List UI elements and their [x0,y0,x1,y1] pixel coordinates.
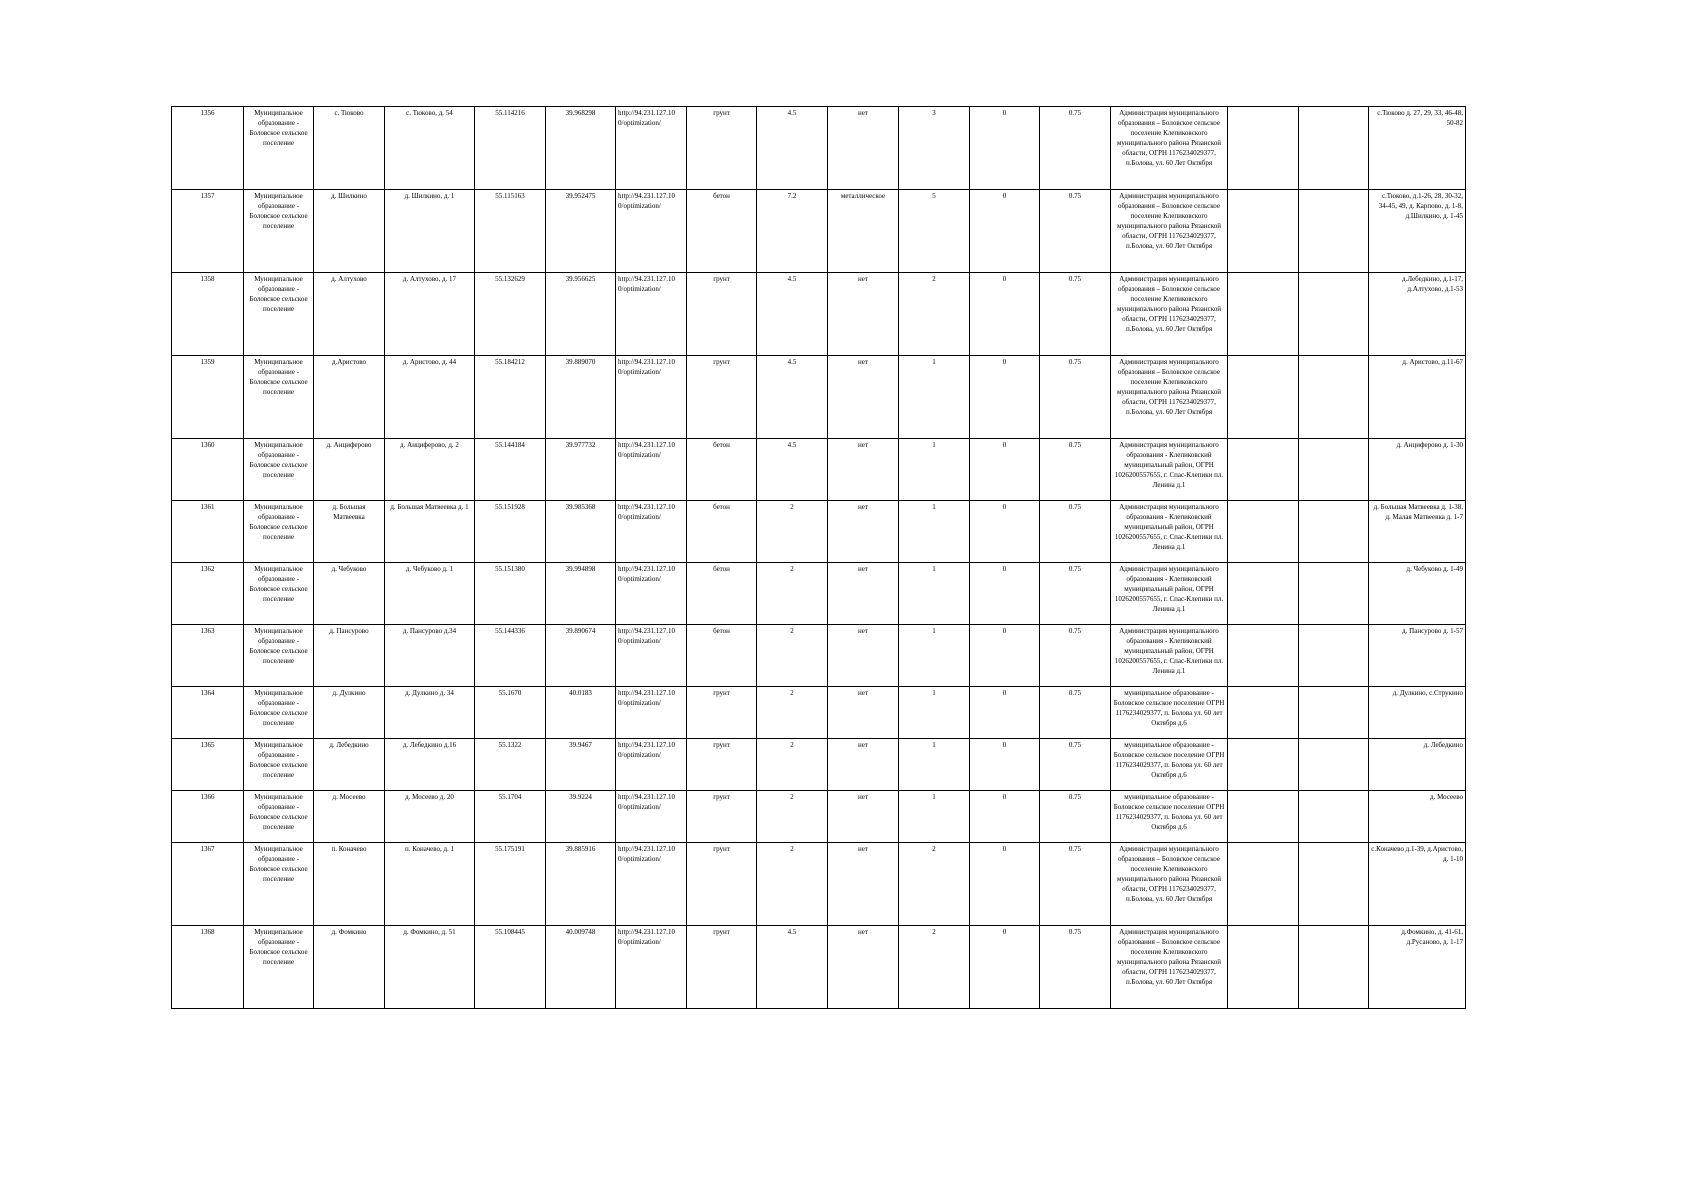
cell-map-link: http://94.231.127.10 0/optimization/ [616,791,687,843]
cell-waste-sources: д. Мосеево [1369,791,1466,843]
cell-latitude: 55.151380 [475,563,546,625]
cell-area: 4.5 [757,439,828,501]
cell-map-link: http://94.231.127.10 0/optimization/ [616,273,687,356]
cell-waste-sources: д. Аристово, д.11-67 [1369,356,1466,439]
cell-settlement: д. Дулкино [314,687,385,739]
cell-address: д. Мосеево д. 20 [385,791,475,843]
cell-record-number: 1356 [172,107,244,190]
cell-latitude: 55.1322 [475,739,546,791]
cell-municipality: Муниципальное образование - Боловское сельское поселение [244,356,314,439]
cell-empty-column-16 [1299,439,1369,501]
cell-owner: муниципальное образование - Боловское сельское поселение ОГРН 1176234029377, п. Болова ул. 60 лет Октября д.6 [1111,687,1228,739]
cell-container-count: 2 [899,926,970,1009]
cell-latitude: 55.144336 [475,625,546,687]
cell-empty-column-15 [1228,190,1299,273]
cell-latitude: 55.151928 [475,501,546,563]
cell-area: 2 [757,563,828,625]
cell-latitude: 55.184212 [475,356,546,439]
cell-longitude: 39.885916 [546,843,616,926]
cell-settlement: д. Фомкино [314,926,385,1009]
cell-latitude: 55.115163 [475,190,546,273]
cell-owner: Администрация муниципального образования – Боловское сельское поселение Клепиковского муниципального района Рязанской области, ОГРН 1176234029377, п.Болова, ул. 60 Лет Октября [1111,356,1228,439]
cell-latitude: 55.1670 [475,687,546,739]
cell-large-container-count: 0 [970,625,1040,687]
cell-container-volume: 0.75 [1040,791,1111,843]
cell-owner: Администрация муниципального образования - Клепиковский муниципальный район, ОГРН 1026200557655, г. Спас-Клепики пл. Ленина д.1 [1111,563,1228,625]
cell-empty-column-16 [1299,687,1369,739]
cell-municipality: Муниципальное образование - Боловское сельское поселение [244,439,314,501]
cell-longitude: 40.009748 [546,926,616,1009]
cell-container-volume: 0.75 [1040,107,1111,190]
cell-record-number: 1362 [172,563,244,625]
cell-large-container-count: 0 [970,563,1040,625]
table-row [172,107,1466,190]
cell-surface-type: грунт [687,356,757,439]
table-row [172,687,1466,739]
cell-area: 2 [757,687,828,739]
cell-container-count: 1 [899,739,970,791]
cell-longitude: 39.994898 [546,563,616,625]
cell-fence: нет [828,739,899,791]
table-row [172,273,1466,356]
cell-municipality: Муниципальное образование - Боловское сельское поселение [244,190,314,273]
cell-settlement: д. Пансурово [314,625,385,687]
cell-record-number: 1365 [172,739,244,791]
table-row [172,356,1466,439]
cell-large-container-count: 0 [970,439,1040,501]
cell-waste-sources: с.Тюково д. 27, 29, 33, 46-48, 50-82 [1369,107,1466,190]
cell-longitude: 39.985368 [546,501,616,563]
cell-record-number: 1366 [172,791,244,843]
cell-map-link: http://94.231.127.10 0/optimization/ [616,356,687,439]
cell-waste-sources: д.Лебедкино, д.1-17, д.Алтухово, д.1-53 [1369,273,1466,356]
cell-fence: нет [828,273,899,356]
cell-address: д. Лебедкино д.16 [385,739,475,791]
registry-table [171,106,1466,1009]
cell-container-volume: 0.75 [1040,843,1111,926]
cell-latitude: 55.1704 [475,791,546,843]
cell-record-number: 1361 [172,501,244,563]
cell-fence: нет [828,625,899,687]
cell-map-link: http://94.231.127.10 0/optimization/ [616,501,687,563]
cell-surface-type: грунт [687,926,757,1009]
cell-longitude: 39.890674 [546,625,616,687]
cell-owner: Администрация муниципального образования – Боловское сельское поселение Клепиковского муниципального района Рязанской области, ОГРН 1176234029377, п.Болова, ул. 60 Лет Октября [1111,190,1228,273]
cell-municipality: Муниципальное образование - Боловское сельское поселение [244,843,314,926]
cell-empty-column-15 [1228,107,1299,190]
cell-waste-sources: с.Тюково, д.1-26, 28, 30-32, 34-45, 49, д. Карпово, д. 1-8, д.Шилкино, д. 1-45 [1369,190,1466,273]
cell-waste-sources: д.Фомкино, д. 41-61, д.Русаново, д. 1-17 [1369,926,1466,1009]
cell-waste-sources: д. Дулкино, с.Струкино [1369,687,1466,739]
cell-map-link: http://94.231.127.10 0/optimization/ [616,190,687,273]
cell-map-link: http://94.231.127.10 0/optimization/ [616,926,687,1009]
cell-latitude: 55.175191 [475,843,546,926]
cell-address: д. Чебуково д. 1 [385,563,475,625]
cell-empty-column-15 [1228,739,1299,791]
cell-owner: Администрация муниципального образования - Клепиковский муниципальный район, ОГРН 1026200557655, г. Спас-Клепики пл. Ленина д.1 [1111,501,1228,563]
cell-owner: муниципальное образование - Боловское сельское поселение ОГРН 1176234029377, п. Болова ул. 60 лет Октября д.6 [1111,739,1228,791]
cell-container-count: 2 [899,273,970,356]
cell-map-link: http://94.231.127.10 0/optimization/ [616,107,687,190]
cell-container-volume: 0.75 [1040,273,1111,356]
cell-area: 2 [757,791,828,843]
table-row [172,563,1466,625]
cell-settlement: д. Лебедкино [314,739,385,791]
cell-container-volume: 0.75 [1040,739,1111,791]
cell-record-number: 1367 [172,843,244,926]
cell-empty-column-16 [1299,926,1369,1009]
cell-settlement: д. Мосеево [314,791,385,843]
cell-address: д. Алтухово, д. 17 [385,273,475,356]
cell-empty-column-16 [1299,273,1369,356]
cell-fence: нет [828,563,899,625]
cell-container-count: 1 [899,501,970,563]
cell-municipality: Муниципальное образование - Боловское сельское поселение [244,501,314,563]
cell-surface-type: грунт [687,107,757,190]
cell-container-count: 1 [899,625,970,687]
cell-fence: нет [828,687,899,739]
cell-empty-column-15 [1228,843,1299,926]
cell-surface-type: бетон [687,501,757,563]
cell-surface-type: грунт [687,739,757,791]
cell-longitude: 39.977732 [546,439,616,501]
table-row [172,190,1466,273]
cell-longitude: 39.956625 [546,273,616,356]
cell-large-container-count: 0 [970,687,1040,739]
cell-container-volume: 0.75 [1040,563,1111,625]
table-row [172,926,1466,1009]
cell-owner: Администрация муниципального образования – Боловское сельское поселение Клепиковского муниципального района Рязанской области, ОГРН 1176234029377, п.Болова, ул. 60 Лет Октября [1111,843,1228,926]
cell-container-count: 1 [899,439,970,501]
cell-owner: Администрация муниципального образования – Боловское сельское поселение Клепиковского муниципального района Рязанской области, ОГРН 1176234029377, п.Болова, ул. 60 Лет Октября [1111,107,1228,190]
cell-waste-sources: д. Большая Матвеевка д. 1-38, д. Малая Матвеевка д. 1-7 [1369,501,1466,563]
cell-empty-column-16 [1299,791,1369,843]
cell-empty-column-16 [1299,563,1369,625]
cell-surface-type: бетон [687,563,757,625]
cell-latitude: 55.132629 [475,273,546,356]
cell-surface-type: бетон [687,190,757,273]
cell-address: д. Шилкино, д. 1 [385,190,475,273]
cell-empty-column-15 [1228,563,1299,625]
cell-container-count: 2 [899,843,970,926]
cell-empty-column-15 [1228,687,1299,739]
cell-waste-sources: д. Пансурово д. 1-57 [1369,625,1466,687]
cell-map-link: http://94.231.127.10 0/optimization/ [616,439,687,501]
cell-container-volume: 0.75 [1040,926,1111,1009]
cell-waste-sources: д. Анциферово д. 1-30 [1369,439,1466,501]
cell-address: д. Аристово, д. 44 [385,356,475,439]
cell-map-link: http://94.231.127.10 0/optimization/ [616,739,687,791]
cell-longitude: 39.968298 [546,107,616,190]
cell-container-volume: 0.75 [1040,356,1111,439]
cell-record-number: 1358 [172,273,244,356]
cell-record-number: 1363 [172,625,244,687]
cell-address: д. Дулкино д. 34 [385,687,475,739]
cell-empty-column-16 [1299,843,1369,926]
table-row [172,843,1466,926]
cell-record-number: 1368 [172,926,244,1009]
cell-settlement: с. Тюково [314,107,385,190]
cell-waste-sources: с.Коначево д.1-39, д.Аристово, д. 1-10 [1369,843,1466,926]
cell-fence: нет [828,843,899,926]
cell-waste-sources: д. Чебуково д. 1-49 [1369,563,1466,625]
cell-longitude: 39.9224 [546,791,616,843]
cell-large-container-count: 0 [970,843,1040,926]
cell-area: 4.5 [757,356,828,439]
cell-empty-column-16 [1299,739,1369,791]
cell-address: д. Анциферово, д. 2 [385,439,475,501]
cell-container-count: 1 [899,563,970,625]
cell-empty-column-15 [1228,791,1299,843]
cell-latitude: 55.144184 [475,439,546,501]
cell-area: 2 [757,501,828,563]
cell-large-container-count: 0 [970,107,1040,190]
cell-area: 4.5 [757,926,828,1009]
cell-record-number: 1359 [172,356,244,439]
cell-empty-column-16 [1299,107,1369,190]
cell-map-link: http://94.231.127.10 0/optimization/ [616,687,687,739]
cell-container-volume: 0.75 [1040,687,1111,739]
cell-owner: Администрация муниципального образования – Боловское сельское поселение Клепиковского муниципального района Рязанской области, ОГРН 1176234029377, п.Болова, ул. 60 Лет Октября [1111,273,1228,356]
table-row [172,791,1466,843]
cell-owner: муниципальное образование - Боловское сельское поселение ОГРН 1176234029377, п. Болова ул. 60 лет Октября д.6 [1111,791,1228,843]
cell-record-number: 1364 [172,687,244,739]
cell-area: 7.2 [757,190,828,273]
cell-owner: Администрация муниципального образования – Боловское сельское поселение Клепиковского муниципального района Рязанской области, ОГРН 1176234029377, п.Болова, ул. 60 Лет Октября [1111,926,1228,1009]
cell-map-link: http://94.231.127.10 0/optimization/ [616,625,687,687]
cell-owner: Администрация муниципального образования - Клепиковский муниципальный район, ОГРН 1026200557655, г. Спас-Клепики пл. Ленина д.1 [1111,625,1228,687]
cell-empty-column-15 [1228,926,1299,1009]
cell-longitude: 39.952475 [546,190,616,273]
cell-area: 2 [757,843,828,926]
cell-large-container-count: 0 [970,739,1040,791]
cell-area: 2 [757,739,828,791]
table-row [172,739,1466,791]
table-row [172,625,1466,687]
cell-container-count: 1 [899,356,970,439]
cell-surface-type: грунт [687,687,757,739]
cell-fence: металлическое [828,190,899,273]
registry-body [172,107,1466,1009]
cell-empty-column-16 [1299,356,1369,439]
cell-municipality: Муниципальное образование - Боловское сельское поселение [244,791,314,843]
table-row [172,439,1466,501]
cell-container-count: 3 [899,107,970,190]
cell-empty-column-15 [1228,625,1299,687]
cell-container-count: 1 [899,687,970,739]
cell-municipality: Муниципальное образование - Боловское сельское поселение [244,273,314,356]
cell-container-volume: 0.75 [1040,439,1111,501]
cell-settlement: д. Чебуково [314,563,385,625]
cell-large-container-count: 0 [970,791,1040,843]
cell-empty-column-15 [1228,273,1299,356]
cell-area: 4.5 [757,107,828,190]
cell-area: 4.5 [757,273,828,356]
cell-owner: Администрация муниципального образования - Клепиковский муниципальный район, ОГРН 1026200557655, г. Спас-Клепики пл. Ленина д.1 [1111,439,1228,501]
cell-container-volume: 0.75 [1040,501,1111,563]
cell-municipality: Муниципальное образование - Боловское сельское поселение [244,926,314,1009]
cell-fence: нет [828,791,899,843]
cell-large-container-count: 0 [970,501,1040,563]
cell-municipality: Муниципальное образование - Боловское сельское поселение [244,739,314,791]
cell-address: п. Коначево, д. 1 [385,843,475,926]
cell-area: 2 [757,625,828,687]
cell-settlement: д. Алтухово [314,273,385,356]
cell-municipality: Муниципальное образование - Боловское сельское поселение [244,687,314,739]
cell-empty-column-16 [1299,190,1369,273]
cell-container-count: 1 [899,791,970,843]
cell-fence: нет [828,356,899,439]
cell-empty-column-15 [1228,439,1299,501]
cell-empty-column-16 [1299,501,1369,563]
cell-longitude: 39.889070 [546,356,616,439]
cell-container-count: 5 [899,190,970,273]
cell-municipality: Муниципальное образование - Боловское сельское поселение [244,625,314,687]
cell-empty-column-15 [1228,501,1299,563]
cell-map-link: http://94.231.127.10 0/optimization/ [616,843,687,926]
cell-latitude: 55.108445 [475,926,546,1009]
cell-latitude: 55.114216 [475,107,546,190]
cell-settlement: д. Анциферово [314,439,385,501]
cell-address: с. Тюково, д. 54 [385,107,475,190]
cell-address: д. Пансурово д.34 [385,625,475,687]
cell-fence: нет [828,926,899,1009]
cell-settlement: п. Коначево [314,843,385,926]
cell-record-number: 1357 [172,190,244,273]
cell-longitude: 40.0183 [546,687,616,739]
cell-address: д. Фомкино, д. 51 [385,926,475,1009]
cell-address: д. Большая Матвеевка д. 1 [385,501,475,563]
cell-fence: нет [828,439,899,501]
cell-settlement: д. Шилкино [314,190,385,273]
cell-container-volume: 0.75 [1040,190,1111,273]
cell-map-link: http://94.231.127.10 0/optimization/ [616,563,687,625]
cell-fence: нет [828,501,899,563]
cell-surface-type: бетон [687,439,757,501]
cell-municipality: Муниципальное образование - Боловское сельское поселение [244,107,314,190]
cell-fence: нет [828,107,899,190]
cell-container-volume: 0.75 [1040,625,1111,687]
cell-large-container-count: 0 [970,273,1040,356]
cell-large-container-count: 0 [970,356,1040,439]
cell-surface-type: бетон [687,625,757,687]
cell-surface-type: грунт [687,791,757,843]
cell-longitude: 39.9467 [546,739,616,791]
cell-municipality: Муниципальное образование - Боловское сельское поселение [244,563,314,625]
cell-empty-column-15 [1228,356,1299,439]
cell-large-container-count: 0 [970,926,1040,1009]
cell-settlement: д. Большая Матвеевка [314,501,385,563]
cell-record-number: 1360 [172,439,244,501]
cell-empty-column-16 [1299,625,1369,687]
table-row [172,501,1466,563]
cell-large-container-count: 0 [970,190,1040,273]
cell-waste-sources: д. Лебедкино [1369,739,1466,791]
cell-surface-type: грунт [687,273,757,356]
cell-surface-type: грунт [687,843,757,926]
cell-settlement: д.Аристово [314,356,385,439]
